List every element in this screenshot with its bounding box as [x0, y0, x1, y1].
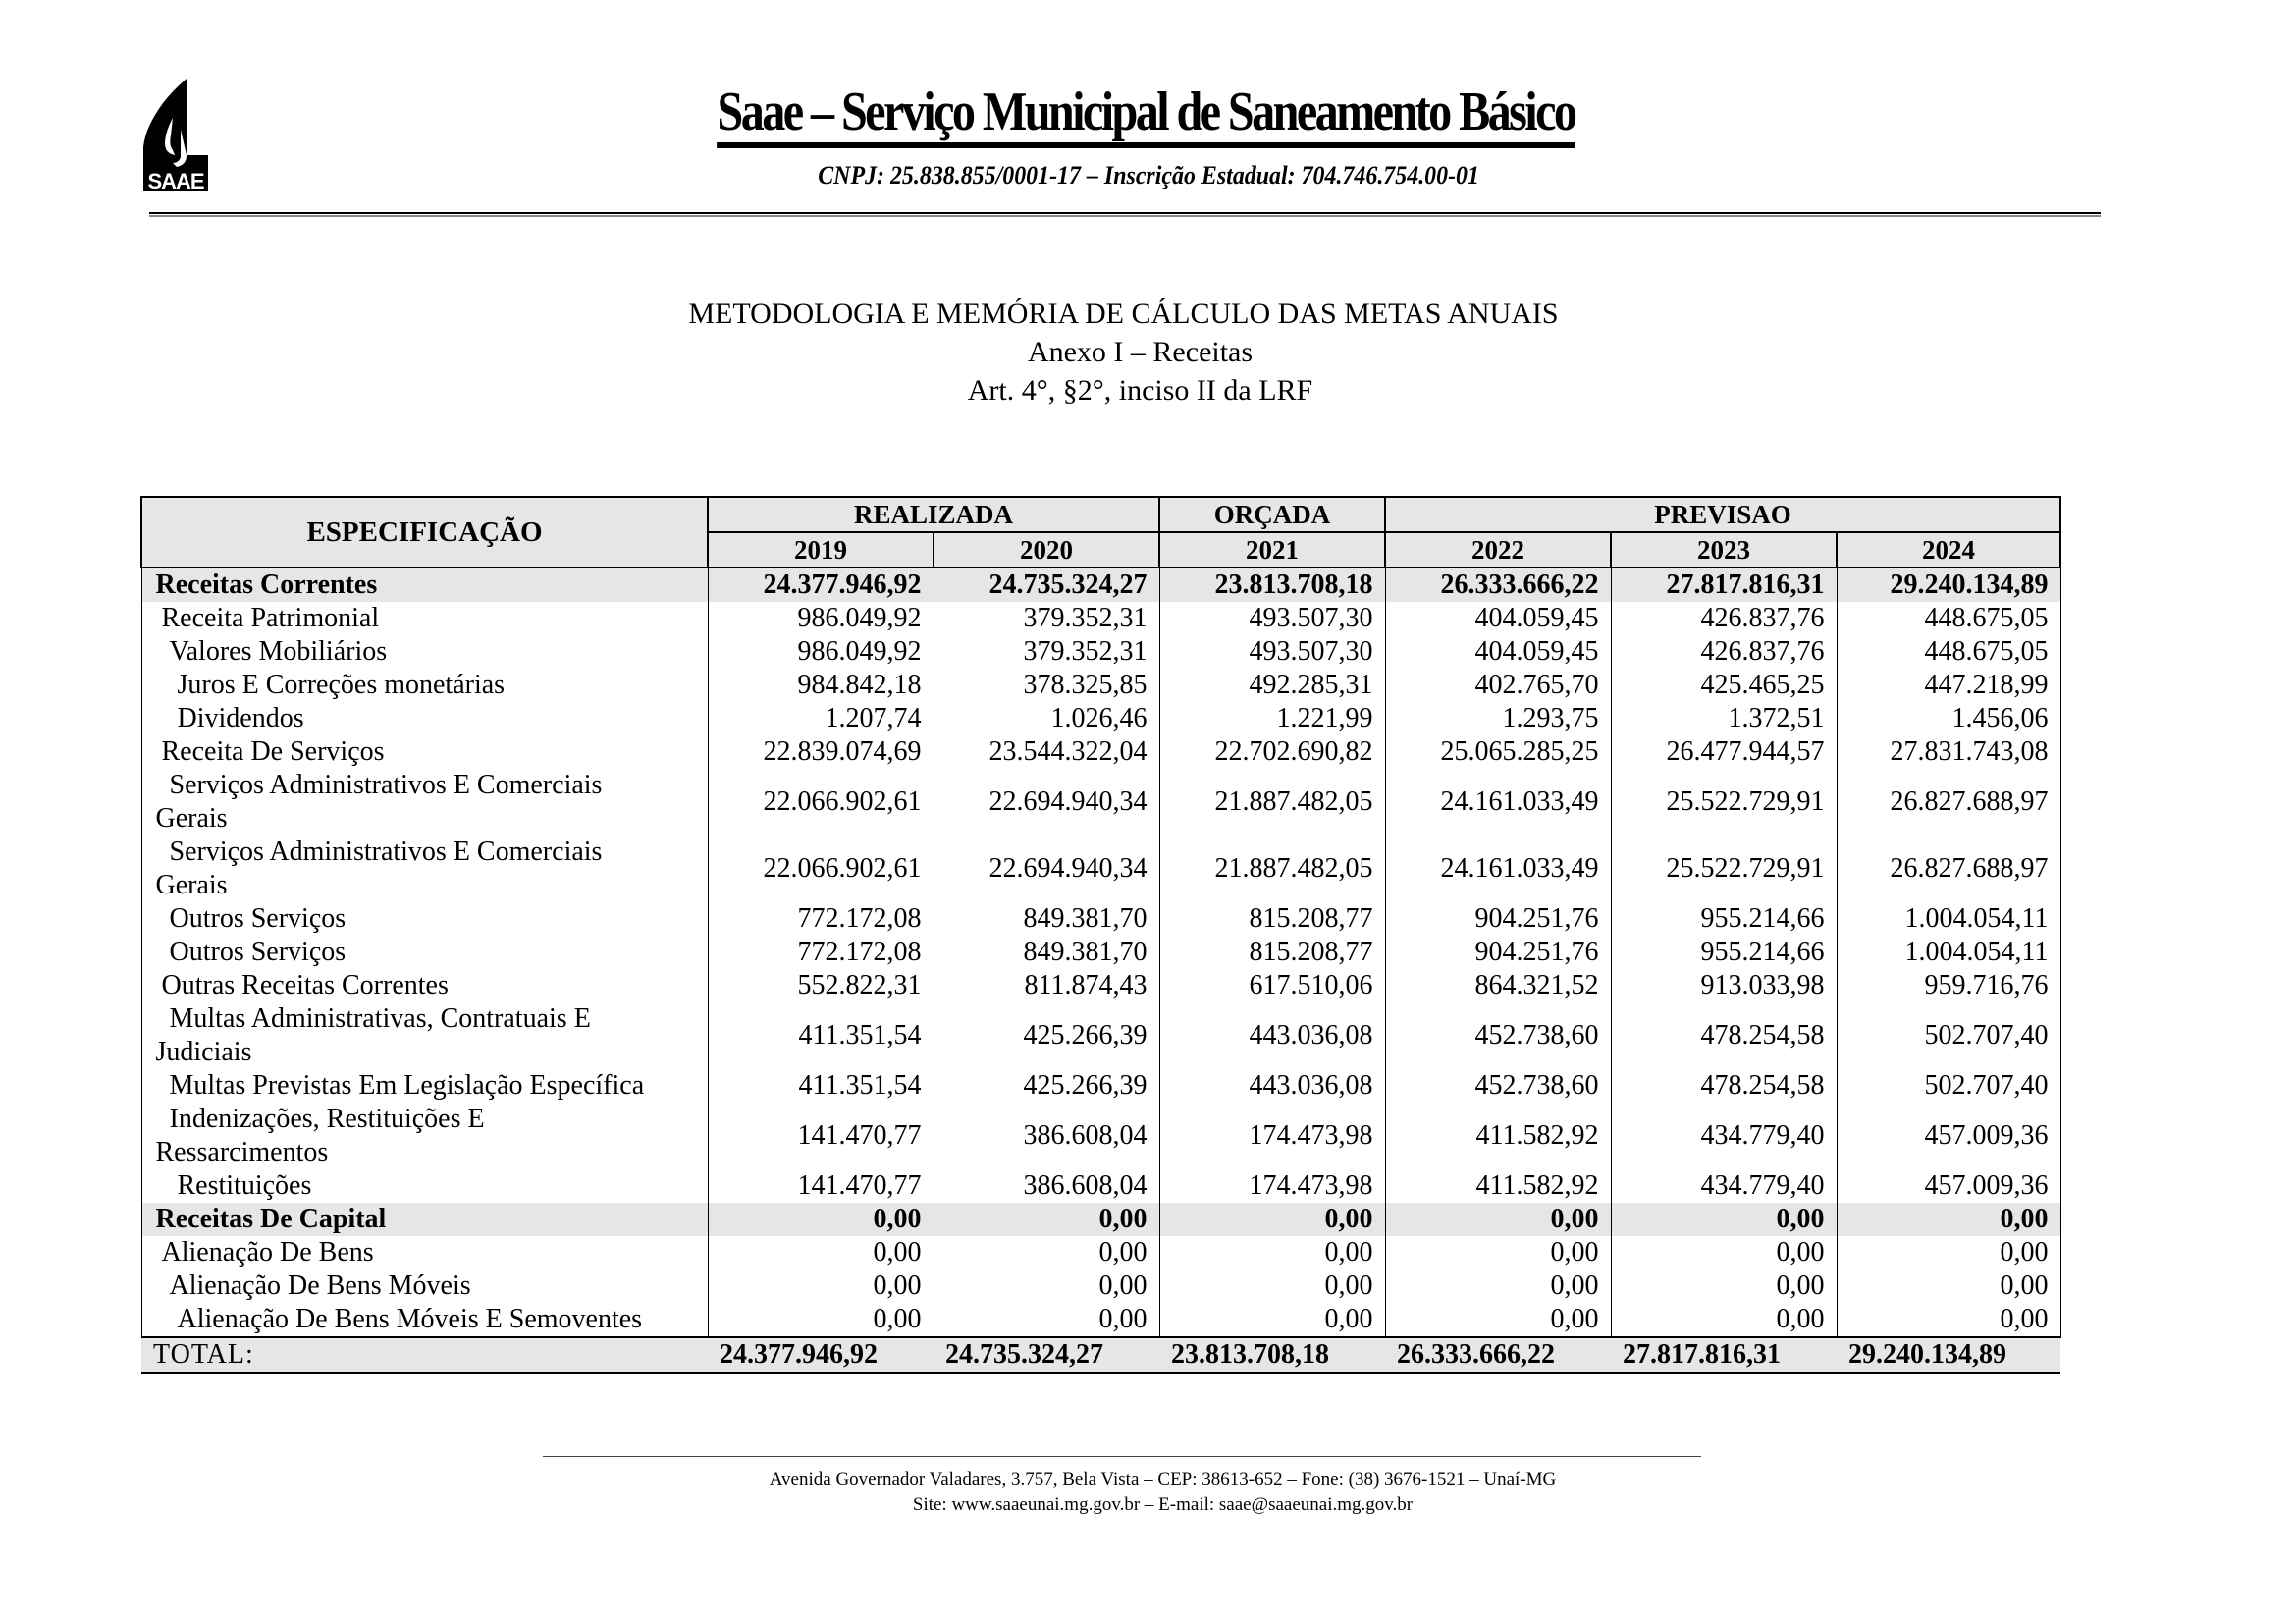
row-value: 457.009,36 — [1837, 1103, 2060, 1169]
row-value: 379.352,31 — [934, 602, 1159, 635]
row-value: 0,00 — [1159, 1303, 1385, 1337]
column-header-year: 2022 — [1385, 532, 1611, 568]
row-value: 386.608,04 — [934, 1169, 1159, 1203]
row-value: 0,00 — [1159, 1236, 1385, 1270]
total-value: 26.333.666,22 — [1385, 1337, 1611, 1373]
row-value: 21.887.482,05 — [1159, 836, 1385, 902]
row-label-line: Gerais — [155, 870, 228, 900]
row-value: 0,00 — [1837, 1203, 2060, 1236]
row-value: 493.507,30 — [1159, 602, 1385, 635]
row-value: 1.456,06 — [1837, 702, 2060, 735]
row-value: 25.522.729,91 — [1611, 836, 1837, 902]
row-value: 502.707,40 — [1837, 1069, 2060, 1103]
row-value: 22.066.902,61 — [708, 769, 934, 836]
row-label-line: Serviços Administrativos E Comerciais — [169, 770, 603, 800]
row-value: 443.036,08 — [1159, 1002, 1385, 1069]
row-value: 1.026,46 — [934, 702, 1159, 735]
row-value: 22.839.074,69 — [708, 735, 934, 769]
row-value: 0,00 — [1611, 1236, 1837, 1270]
table-row — [141, 969, 2060, 1002]
row-value: 27.831.743,08 — [1837, 735, 2060, 769]
row-label-line: Ressarcimentos — [155, 1137, 329, 1167]
row-value: 493.507,30 — [1159, 635, 1385, 669]
table-row — [141, 936, 2060, 969]
row-label — [141, 1103, 708, 1169]
row-value: 0,00 — [1837, 1270, 2060, 1303]
row-label: Alienação De Bens Móveis — [141, 1270, 708, 1303]
row-label-line: Gerais — [155, 803, 228, 834]
row-value: 452.738,60 — [1385, 1002, 1611, 1069]
row-value: 0,00 — [1837, 1236, 2060, 1270]
row-value: 986.049,92 — [708, 635, 934, 669]
row-value: 0,00 — [708, 1270, 934, 1303]
table-row — [141, 669, 2060, 702]
row-label: Receita Patrimonial — [141, 602, 708, 635]
row-value: 617.510,06 — [1159, 969, 1385, 1002]
row-label: Alienação De Bens Móveis E Semoventes — [141, 1303, 708, 1337]
row-label: Alienação De Bens — [141, 1236, 708, 1270]
footer-divider — [543, 1456, 1701, 1457]
row-value: 1.004.054,11 — [1837, 902, 2060, 936]
row-value: 141.470,77 — [708, 1103, 934, 1169]
total-value: 29.240.134,89 — [1837, 1337, 2060, 1373]
row-value: 26.333.666,22 — [1385, 568, 1611, 602]
row-value: 434.779,40 — [1611, 1169, 1837, 1203]
row-value: 1.207,74 — [708, 702, 934, 735]
row-label — [141, 769, 708, 836]
row-value: 26.827.688,97 — [1837, 836, 2060, 902]
table-row — [141, 1169, 2060, 1203]
row-value: 457.009,36 — [1837, 1169, 2060, 1203]
row-label: Outras Receitas Correntes — [141, 969, 708, 1002]
row-value: 1.221,99 — [1159, 702, 1385, 735]
row-value: 986.049,92 — [708, 602, 934, 635]
row-value: 0,00 — [1159, 1270, 1385, 1303]
row-value: 425.465,25 — [1611, 669, 1837, 702]
footer-contact: Site: www.saaeunai.mg.gov.br – E-mail: saae@saaeunai.mg.gov.br — [912, 1494, 1414, 1515]
row-value: 22.066.902,61 — [708, 836, 934, 902]
row-value: 0,00 — [934, 1203, 1159, 1236]
row-value: 502.707,40 — [1837, 1002, 2060, 1069]
row-value: 913.033,98 — [1611, 969, 1837, 1002]
row-value: 411.582,92 — [1385, 1103, 1611, 1169]
row-value: 141.470,77 — [708, 1169, 934, 1203]
row-value: 426.837,76 — [1611, 635, 1837, 669]
table-body — [141, 568, 2060, 1337]
row-label: Dividendos — [141, 702, 708, 735]
row-value: 22.694.940,34 — [934, 836, 1159, 902]
table-row — [141, 635, 2060, 669]
organization-title — [159, 81, 2134, 148]
column-header-year: 2020 — [934, 532, 1159, 568]
row-value: 25.522.729,91 — [1611, 769, 1837, 836]
total-value: 23.813.708,18 — [1159, 1337, 1385, 1373]
row-value: 0,00 — [1611, 1303, 1837, 1337]
row-value: 1.293,75 — [1385, 702, 1611, 735]
document-annex: Anexo I – Receitas — [1027, 336, 1254, 368]
row-value: 21.887.482,05 — [1159, 769, 1385, 836]
row-value: 0,00 — [1385, 1203, 1611, 1236]
footer-address: Avenida Governador Valadares, 3.757, Bela Vista – CEP: 38613-652 – Fone: (38) 3676-1521 – Unaí-MG — [769, 1469, 1557, 1489]
row-value: 984.842,18 — [708, 669, 934, 702]
document-legal-reference: Art. 4°, §2°, inciso II da LRF — [967, 374, 1313, 406]
revenue-table — [140, 496, 2061, 1374]
table-row — [141, 1069, 2060, 1103]
header-divider — [149, 212, 2101, 217]
organization-registration: CNPJ: 25.838.855/0001-17 – Inscrição Estadual: 704.746.754.00-01 — [818, 161, 1479, 189]
column-group-realizada: REALIZADA — [708, 497, 1159, 532]
table-row — [141, 769, 2060, 836]
row-value: 0,00 — [934, 1303, 1159, 1337]
row-value: 0,00 — [1385, 1236, 1611, 1270]
row-label-line: Serviços Administrativos E Comerciais — [169, 837, 603, 867]
row-value: 378.325,85 — [934, 669, 1159, 702]
row-value: 0,00 — [1385, 1303, 1611, 1337]
row-value: 448.675,05 — [1837, 602, 2060, 635]
row-value: 815.208,77 — [1159, 902, 1385, 936]
table-row — [141, 1270, 2060, 1303]
row-value: 849.381,70 — [934, 902, 1159, 936]
column-header-year: 2021 — [1159, 532, 1385, 568]
table-row — [141, 1002, 2060, 1069]
row-value: 0,00 — [1837, 1303, 2060, 1337]
row-value: 552.822,31 — [708, 969, 934, 1002]
row-value: 955.214,66 — [1611, 936, 1837, 969]
row-value: 379.352,31 — [934, 635, 1159, 669]
total-value: 27.817.816,31 — [1611, 1337, 1837, 1373]
table-header — [141, 497, 2060, 568]
row-value: 0,00 — [1611, 1203, 1837, 1236]
row-value: 174.473,98 — [1159, 1169, 1385, 1203]
row-label: Valores Mobiliários — [141, 635, 708, 669]
total-label: TOTAL: — [141, 1337, 708, 1373]
row-label: Restituições — [141, 1169, 708, 1203]
row-value: 0,00 — [1159, 1203, 1385, 1236]
row-value: 849.381,70 — [934, 936, 1159, 969]
row-label: Juros E Correções monetárias — [141, 669, 708, 702]
table-row — [141, 1303, 2060, 1337]
organization-title-text: Saae – Serviço Municipal de Saneamento Básico — [718, 81, 1575, 148]
column-header-year: 2023 — [1611, 532, 1837, 568]
row-value: 0,00 — [708, 1203, 934, 1236]
row-value: 955.214,66 — [1611, 902, 1837, 936]
row-value: 426.837,76 — [1611, 602, 1837, 635]
row-value: 864.321,52 — [1385, 969, 1611, 1002]
row-value: 24.161.033,49 — [1385, 836, 1611, 902]
row-value: 904.251,76 — [1385, 936, 1611, 969]
total-row — [141, 1337, 2060, 1373]
row-value: 29.240.134,89 — [1837, 568, 2060, 602]
column-header-year: 2024 — [1837, 532, 2060, 568]
row-label: Outros Serviços — [141, 936, 708, 969]
document-title: METODOLOGIA E MEMÓRIA DE CÁLCULO DAS METAS ANUAIS — [688, 298, 1559, 330]
row-label: Multas Previstas Em Legislação Específica — [141, 1069, 708, 1103]
row-value: 23.813.708,18 — [1159, 568, 1385, 602]
row-label: Receitas De Capital — [141, 1203, 708, 1236]
row-value: 411.582,92 — [1385, 1169, 1611, 1203]
row-value: 452.738,60 — [1385, 1069, 1611, 1103]
row-value: 448.675,05 — [1837, 635, 2060, 669]
row-value: 904.251,76 — [1385, 902, 1611, 936]
table-row — [141, 602, 2060, 635]
row-value: 0,00 — [1611, 1270, 1837, 1303]
row-value: 425.266,39 — [934, 1002, 1159, 1069]
row-value: 174.473,98 — [1159, 1103, 1385, 1169]
row-value: 478.254,58 — [1611, 1069, 1837, 1103]
row-value: 402.765,70 — [1385, 669, 1611, 702]
row-value: 772.172,08 — [708, 936, 934, 969]
row-value: 386.608,04 — [934, 1103, 1159, 1169]
table-row — [141, 735, 2060, 769]
total-value: 24.735.324,27 — [934, 1337, 1159, 1373]
row-value: 1.372,51 — [1611, 702, 1837, 735]
row-value: 0,00 — [1385, 1270, 1611, 1303]
row-label-line: Indenizações, Restituições E — [169, 1104, 485, 1134]
svg-text:SAAE: SAAE — [147, 169, 204, 191]
table-row — [141, 1236, 2060, 1270]
row-value: 815.208,77 — [1159, 936, 1385, 969]
row-label — [141, 836, 708, 902]
row-value: 404.059,45 — [1385, 635, 1611, 669]
row-value: 434.779,40 — [1611, 1103, 1837, 1169]
row-label: Receitas Correntes — [141, 568, 708, 602]
table-row — [141, 702, 2060, 735]
column-header-specification: ESPECIFICAÇÃO — [141, 497, 708, 568]
row-value: 23.544.322,04 — [934, 735, 1159, 769]
row-value: 404.059,45 — [1385, 602, 1611, 635]
row-value: 411.351,54 — [708, 1069, 934, 1103]
row-value: 26.827.688,97 — [1837, 769, 2060, 836]
column-header-year: 2019 — [708, 532, 934, 568]
row-label: Outros Serviços — [141, 902, 708, 936]
row-value: 26.477.944,57 — [1611, 735, 1837, 769]
row-value: 27.817.816,31 — [1611, 568, 1837, 602]
row-value: 24.161.033,49 — [1385, 769, 1611, 836]
table-row — [141, 1103, 2060, 1169]
row-value: 443.036,08 — [1159, 1069, 1385, 1103]
table-row — [141, 836, 2060, 902]
table-row — [141, 902, 2060, 936]
category-row — [141, 1203, 2060, 1236]
row-value: 24.377.946,92 — [708, 568, 934, 602]
row-value: 492.285,31 — [1159, 669, 1385, 702]
row-value: 22.694.940,34 — [934, 769, 1159, 836]
row-value: 425.266,39 — [934, 1069, 1159, 1103]
row-value: 25.065.285,25 — [1385, 735, 1611, 769]
row-value: 959.716,76 — [1837, 969, 2060, 1002]
row-value: 811.874,43 — [934, 969, 1159, 1002]
row-value: 478.254,58 — [1611, 1002, 1837, 1069]
row-label-line: Multas Administrativas, Contratuais E — [169, 1003, 591, 1034]
row-value: 0,00 — [708, 1236, 934, 1270]
row-label-line: Judiciais — [155, 1037, 252, 1067]
total-value: 24.377.946,92 — [708, 1337, 934, 1373]
row-value: 411.351,54 — [708, 1002, 934, 1069]
row-label: Receita De Serviços — [141, 735, 708, 769]
row-value: 0,00 — [934, 1270, 1159, 1303]
column-group-previsao: PREVISAO — [1385, 497, 2060, 532]
row-value: 0,00 — [934, 1236, 1159, 1270]
column-group-orcada: ORÇADA — [1159, 497, 1385, 532]
row-value: 22.702.690,82 — [1159, 735, 1385, 769]
row-value: 24.735.324,27 — [934, 568, 1159, 602]
row-label — [141, 1002, 708, 1069]
category-row — [141, 568, 2060, 602]
row-value: 772.172,08 — [708, 902, 934, 936]
row-value: 447.218,99 — [1837, 669, 2060, 702]
row-value: 1.004.054,11 — [1837, 936, 2060, 969]
row-value: 0,00 — [708, 1303, 934, 1337]
